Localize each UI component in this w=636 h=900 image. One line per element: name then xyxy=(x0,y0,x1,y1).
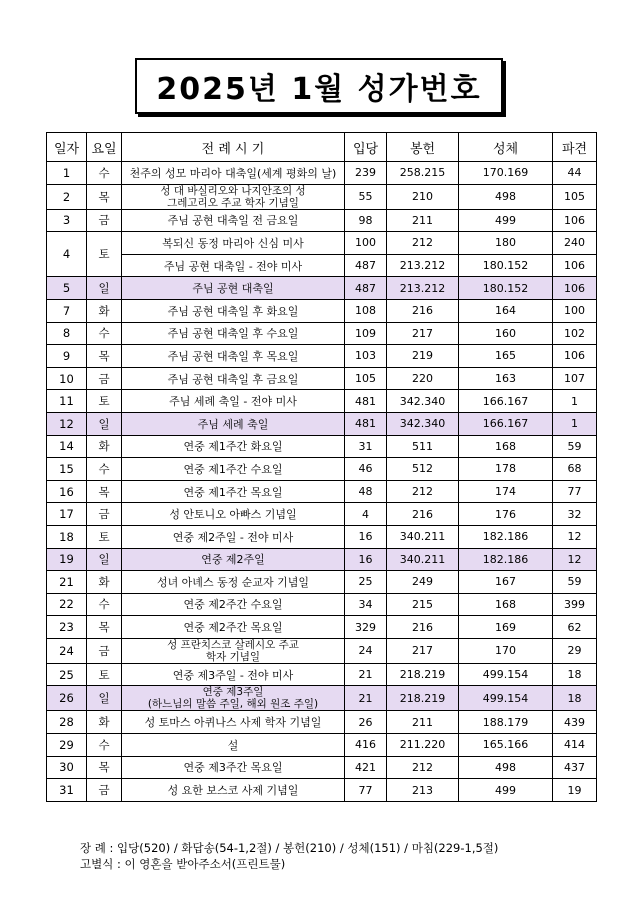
date-cell: 8 xyxy=(47,322,87,345)
title-box xyxy=(135,58,503,114)
offertory-cell: 210 xyxy=(387,184,459,209)
table-row xyxy=(47,663,597,686)
weekday-cell: 화 xyxy=(87,435,122,458)
footer-notes xyxy=(80,840,498,872)
header-dismissal: 파견 xyxy=(553,133,597,162)
entrance-cell: 31 xyxy=(345,435,387,458)
dismissal-cell: 100 xyxy=(553,299,597,322)
weekday-cell: 금 xyxy=(87,779,122,802)
communion-cell: 167 xyxy=(459,571,553,594)
weekday-cell: 토 xyxy=(87,663,122,686)
entrance-cell: 481 xyxy=(345,412,387,435)
dismissal-cell: 107 xyxy=(553,367,597,390)
table-row xyxy=(47,711,597,734)
dismissal-cell: 12 xyxy=(553,548,597,571)
weekday-cell: 금 xyxy=(87,367,122,390)
date-cell: 18 xyxy=(47,525,87,548)
communion-cell: 498 xyxy=(459,756,553,779)
liturgy-cell: 연중 제3주일 - 전야 미사 xyxy=(122,663,345,686)
liturgy-cell: 설 xyxy=(122,734,345,757)
weekday-cell: 목 xyxy=(87,184,122,209)
liturgy-cell: 연중 제2주일 xyxy=(122,548,345,571)
table-row xyxy=(47,616,597,639)
date-cell: 28 xyxy=(47,711,87,734)
dismissal-cell: 62 xyxy=(553,616,597,639)
table-row xyxy=(47,232,597,255)
table-row xyxy=(47,390,597,413)
weekday-cell: 목 xyxy=(87,616,122,639)
communion-cell: 165 xyxy=(459,345,553,368)
liturgy-cell: 주님 공현 대축일 전 금요일 xyxy=(122,209,345,232)
communion-cell: 168 xyxy=(459,435,553,458)
table-row-sunday xyxy=(47,548,597,571)
communion-cell: 188.179 xyxy=(459,711,553,734)
dismissal-cell: 59 xyxy=(553,571,597,594)
communion-cell: 170 xyxy=(459,638,553,663)
table-row xyxy=(47,593,597,616)
communion-cell: 182.186 xyxy=(459,548,553,571)
liturgy-cell: 주님 공현 대축일 xyxy=(122,277,345,300)
date-cell: 3 xyxy=(47,209,87,232)
weekday-cell: 토 xyxy=(87,390,122,413)
communion-cell: 180 xyxy=(459,232,553,255)
table-row xyxy=(47,503,597,526)
weekday-cell: 목 xyxy=(87,480,122,503)
entrance-cell: 16 xyxy=(345,525,387,548)
dismissal-cell: 19 xyxy=(553,779,597,802)
communion-cell: 178 xyxy=(459,458,553,481)
date-cell: 19 xyxy=(47,548,87,571)
weekday-cell: 토 xyxy=(87,232,122,277)
offertory-cell: 211.220 xyxy=(387,734,459,757)
entrance-cell: 481 xyxy=(345,390,387,413)
date-cell: 14 xyxy=(47,435,87,458)
header-row xyxy=(47,133,597,162)
offertory-cell: 340.211 xyxy=(387,525,459,548)
dismissal-cell: 105 xyxy=(553,184,597,209)
weekday-cell: 화 xyxy=(87,711,122,734)
communion-cell: 166.167 xyxy=(459,390,553,413)
offertory-cell: 216 xyxy=(387,503,459,526)
communion-cell: 165.166 xyxy=(459,734,553,757)
date-cell: 11 xyxy=(47,390,87,413)
date-cell: 24 xyxy=(47,638,87,663)
weekday-cell: 금 xyxy=(87,503,122,526)
offertory-cell: 216 xyxy=(387,616,459,639)
entrance-cell: 239 xyxy=(345,162,387,185)
liturgy-cell: 성 토마스 아퀴나스 사제 학자 기념일 xyxy=(122,711,345,734)
offertory-cell: 213.212 xyxy=(387,254,459,277)
dismissal-cell: 102 xyxy=(553,322,597,345)
table-row xyxy=(47,756,597,779)
communion-cell: 170.169 xyxy=(459,162,553,185)
offertory-cell: 512 xyxy=(387,458,459,481)
date-cell: 2 xyxy=(47,184,87,209)
liturgy-cell: 연중 제1주간 목요일 xyxy=(122,480,345,503)
dismissal-cell: 106 xyxy=(553,277,597,300)
entrance-cell: 421 xyxy=(345,756,387,779)
offertory-cell: 217 xyxy=(387,322,459,345)
liturgy-line: 그레고리오 주교 학자 기념일 xyxy=(167,196,299,209)
dismissal-cell: 1 xyxy=(553,412,597,435)
communion-cell: 176 xyxy=(459,503,553,526)
date-cell: 29 xyxy=(47,734,87,757)
table-row-sunday xyxy=(47,686,597,711)
offertory-cell: 219 xyxy=(387,345,459,368)
liturgy-cell: 주님 공현 대축일 후 수요일 xyxy=(122,322,345,345)
date-cell: 1 xyxy=(47,162,87,185)
weekday-cell: 수 xyxy=(87,593,122,616)
entrance-cell: 109 xyxy=(345,322,387,345)
offertory-cell: 220 xyxy=(387,367,459,390)
dismissal-cell: 18 xyxy=(553,663,597,686)
communion-cell: 164 xyxy=(459,299,553,322)
liturgy-cell xyxy=(122,686,345,711)
date-cell: 26 xyxy=(47,686,87,711)
dismissal-cell: 399 xyxy=(553,593,597,616)
liturgy-line: 학자 기념일 xyxy=(205,650,261,663)
date-cell: 12 xyxy=(47,412,87,435)
offertory-cell: 511 xyxy=(387,435,459,458)
communion-cell: 499.154 xyxy=(459,686,553,711)
entrance-cell: 487 xyxy=(345,277,387,300)
dismissal-cell: 106 xyxy=(553,254,597,277)
table-row xyxy=(47,162,597,185)
offertory-cell: 340.211 xyxy=(387,548,459,571)
entrance-cell: 24 xyxy=(345,638,387,663)
communion-cell: 174 xyxy=(459,480,553,503)
table-row xyxy=(47,458,597,481)
date-cell: 16 xyxy=(47,480,87,503)
liturgy-line: 성 대 바실리오와 나지안조의 성 xyxy=(160,184,306,197)
liturgy-cell: 천주의 성모 마리아 대축일(세계 평화의 날) xyxy=(122,162,345,185)
communion-cell: 180.152 xyxy=(459,277,553,300)
dismissal-cell: 106 xyxy=(553,345,597,368)
table-row xyxy=(47,480,597,503)
dismissal-cell: 1 xyxy=(553,390,597,413)
weekday-cell: 일 xyxy=(87,277,122,300)
liturgy-line: 연중 제3주일 xyxy=(202,686,264,699)
liturgy-cell: 연중 제1주간 수요일 xyxy=(122,458,345,481)
weekday-cell: 수 xyxy=(87,734,122,757)
liturgy-cell: 연중 제2주일 - 전야 미사 xyxy=(122,525,345,548)
weekday-cell: 금 xyxy=(87,638,122,663)
liturgy-cell xyxy=(122,638,345,663)
table-row xyxy=(47,345,597,368)
liturgy-cell: 복되신 동정 마리아 신심 미사 xyxy=(122,232,345,255)
liturgy-cell: 주님 공현 대축일 후 목요일 xyxy=(122,345,345,368)
table-row xyxy=(47,367,597,390)
table-row xyxy=(47,638,597,663)
offertory-cell: 258.215 xyxy=(387,162,459,185)
hymn-table xyxy=(46,132,597,802)
entrance-cell: 108 xyxy=(345,299,387,322)
communion-cell: 498 xyxy=(459,184,553,209)
dismissal-cell: 44 xyxy=(553,162,597,185)
table-row xyxy=(47,571,597,594)
liturgy-cell: 성녀 아녜스 동정 순교자 기념일 xyxy=(122,571,345,594)
date-cell: 17 xyxy=(47,503,87,526)
table-row xyxy=(47,779,597,802)
dismissal-cell: 439 xyxy=(553,711,597,734)
entrance-cell: 103 xyxy=(345,345,387,368)
header-offertory: 봉헌 xyxy=(387,133,459,162)
offertory-cell: 212 xyxy=(387,480,459,503)
weekday-cell: 금 xyxy=(87,209,122,232)
weekday-cell: 토 xyxy=(87,525,122,548)
entrance-cell: 16 xyxy=(345,548,387,571)
offertory-cell: 217 xyxy=(387,638,459,663)
date-cell: 31 xyxy=(47,779,87,802)
communion-cell: 499 xyxy=(459,209,553,232)
header-date: 일자 xyxy=(47,133,87,162)
liturgy-cell: 성 안토니오 아빠스 기념일 xyxy=(122,503,345,526)
dismissal-cell: 59 xyxy=(553,435,597,458)
communion-cell: 163 xyxy=(459,367,553,390)
date-cell: 23 xyxy=(47,616,87,639)
communion-cell: 499 xyxy=(459,779,553,802)
entrance-cell: 416 xyxy=(345,734,387,757)
liturgy-cell: 성 요한 보스코 사제 기념일 xyxy=(122,779,345,802)
weekday-cell: 일 xyxy=(87,548,122,571)
weekday-cell: 목 xyxy=(87,756,122,779)
dismissal-cell: 414 xyxy=(553,734,597,757)
offertory-cell: 218.219 xyxy=(387,686,459,711)
dismissal-cell: 32 xyxy=(553,503,597,526)
date-cell: 21 xyxy=(47,571,87,594)
liturgy-cell: 연중 제3주간 목요일 xyxy=(122,756,345,779)
liturgy-cell: 연중 제2주간 목요일 xyxy=(122,616,345,639)
farewell-note: 고별식 : 이 영혼을 받아주소서(프린트물) xyxy=(80,857,286,871)
liturgy-line: 성 프란치스코 살레시오 주교 xyxy=(167,638,299,651)
dismissal-cell: 240 xyxy=(553,232,597,255)
table-row xyxy=(47,254,597,277)
header-weekday: 요일 xyxy=(87,133,122,162)
table-row xyxy=(47,734,597,757)
offertory-cell: 212 xyxy=(387,756,459,779)
entrance-cell: 487 xyxy=(345,254,387,277)
entrance-cell: 21 xyxy=(345,663,387,686)
date-cell: 4 xyxy=(47,232,87,277)
entrance-cell: 329 xyxy=(345,616,387,639)
offertory-cell: 213.212 xyxy=(387,277,459,300)
entrance-cell: 105 xyxy=(345,367,387,390)
offertory-cell: 342.340 xyxy=(387,390,459,413)
entrance-cell: 46 xyxy=(345,458,387,481)
entrance-cell: 55 xyxy=(345,184,387,209)
communion-cell: 168 xyxy=(459,593,553,616)
table-row xyxy=(47,322,597,345)
offertory-cell: 218.219 xyxy=(387,663,459,686)
table-row xyxy=(47,299,597,322)
entrance-cell: 100 xyxy=(345,232,387,255)
weekday-cell: 일 xyxy=(87,686,122,711)
entrance-cell: 77 xyxy=(345,779,387,802)
communion-cell: 182.186 xyxy=(459,525,553,548)
liturgy-cell: 주님 공현 대축일 후 화요일 xyxy=(122,299,345,322)
weekday-cell: 일 xyxy=(87,412,122,435)
liturgy-cell: 주님 세례 축일 xyxy=(122,412,345,435)
liturgy-cell: 주님 세례 축일 - 전야 미사 xyxy=(122,390,345,413)
communion-cell: 499.154 xyxy=(459,663,553,686)
header-liturgy: 전 례 시 기 xyxy=(122,133,345,162)
date-cell: 30 xyxy=(47,756,87,779)
offertory-cell: 211 xyxy=(387,209,459,232)
communion-cell: 169 xyxy=(459,616,553,639)
page-title: 2025년 1월 성가번호 xyxy=(156,72,482,107)
dismissal-cell: 437 xyxy=(553,756,597,779)
weekday-cell: 화 xyxy=(87,299,122,322)
liturgy-cell xyxy=(122,184,345,209)
date-cell: 7 xyxy=(47,299,87,322)
weekday-cell: 수 xyxy=(87,458,122,481)
offertory-cell: 212 xyxy=(387,232,459,255)
date-cell: 25 xyxy=(47,663,87,686)
weekday-cell: 수 xyxy=(87,322,122,345)
header-entrance: 입당 xyxy=(345,133,387,162)
entrance-cell: 98 xyxy=(345,209,387,232)
date-cell: 10 xyxy=(47,367,87,390)
liturgy-cell: 주님 공현 대축일 - 전야 미사 xyxy=(122,254,345,277)
table-row xyxy=(47,435,597,458)
offertory-cell: 342.340 xyxy=(387,412,459,435)
table-row xyxy=(47,184,597,209)
entrance-cell: 21 xyxy=(345,686,387,711)
offertory-cell: 211 xyxy=(387,711,459,734)
weekday-cell: 수 xyxy=(87,162,122,185)
entrance-cell: 48 xyxy=(345,480,387,503)
dismissal-cell: 106 xyxy=(553,209,597,232)
dismissal-cell: 29 xyxy=(553,638,597,663)
weekday-cell: 화 xyxy=(87,571,122,594)
entrance-cell: 4 xyxy=(345,503,387,526)
offertory-cell: 213 xyxy=(387,779,459,802)
dismissal-cell: 68 xyxy=(553,458,597,481)
offertory-cell: 249 xyxy=(387,571,459,594)
offertory-cell: 215 xyxy=(387,593,459,616)
communion-cell: 180.152 xyxy=(459,254,553,277)
date-cell: 9 xyxy=(47,345,87,368)
dismissal-cell: 77 xyxy=(553,480,597,503)
liturgy-cell: 주님 공현 대축일 후 금요일 xyxy=(122,367,345,390)
date-cell: 22 xyxy=(47,593,87,616)
entrance-cell: 26 xyxy=(345,711,387,734)
offertory-cell: 216 xyxy=(387,299,459,322)
liturgy-line: (하느님의 말씀 주일, 해외 원조 주일) xyxy=(147,698,319,711)
table-row-sunday xyxy=(47,277,597,300)
dismissal-cell: 18 xyxy=(553,686,597,711)
table-row xyxy=(47,209,597,232)
dismissal-cell: 12 xyxy=(553,525,597,548)
entrance-cell: 25 xyxy=(345,571,387,594)
table-row xyxy=(47,525,597,548)
liturgy-cell: 연중 제2주간 수요일 xyxy=(122,593,345,616)
entrance-cell: 34 xyxy=(345,593,387,616)
header-communion: 성체 xyxy=(459,133,553,162)
funeral-note: 장 례 : 입당(520) / 화답송(54-1,2절) / 봉헌(210) / 성체(151) / 마침(229-1,5절) xyxy=(80,841,499,855)
date-cell: 15 xyxy=(47,458,87,481)
weekday-cell: 목 xyxy=(87,345,122,368)
table-row-sunday xyxy=(47,412,597,435)
date-cell: 5 xyxy=(47,277,87,300)
communion-cell: 166.167 xyxy=(459,412,553,435)
communion-cell: 160 xyxy=(459,322,553,345)
liturgy-cell: 연중 제1주간 화요일 xyxy=(122,435,345,458)
